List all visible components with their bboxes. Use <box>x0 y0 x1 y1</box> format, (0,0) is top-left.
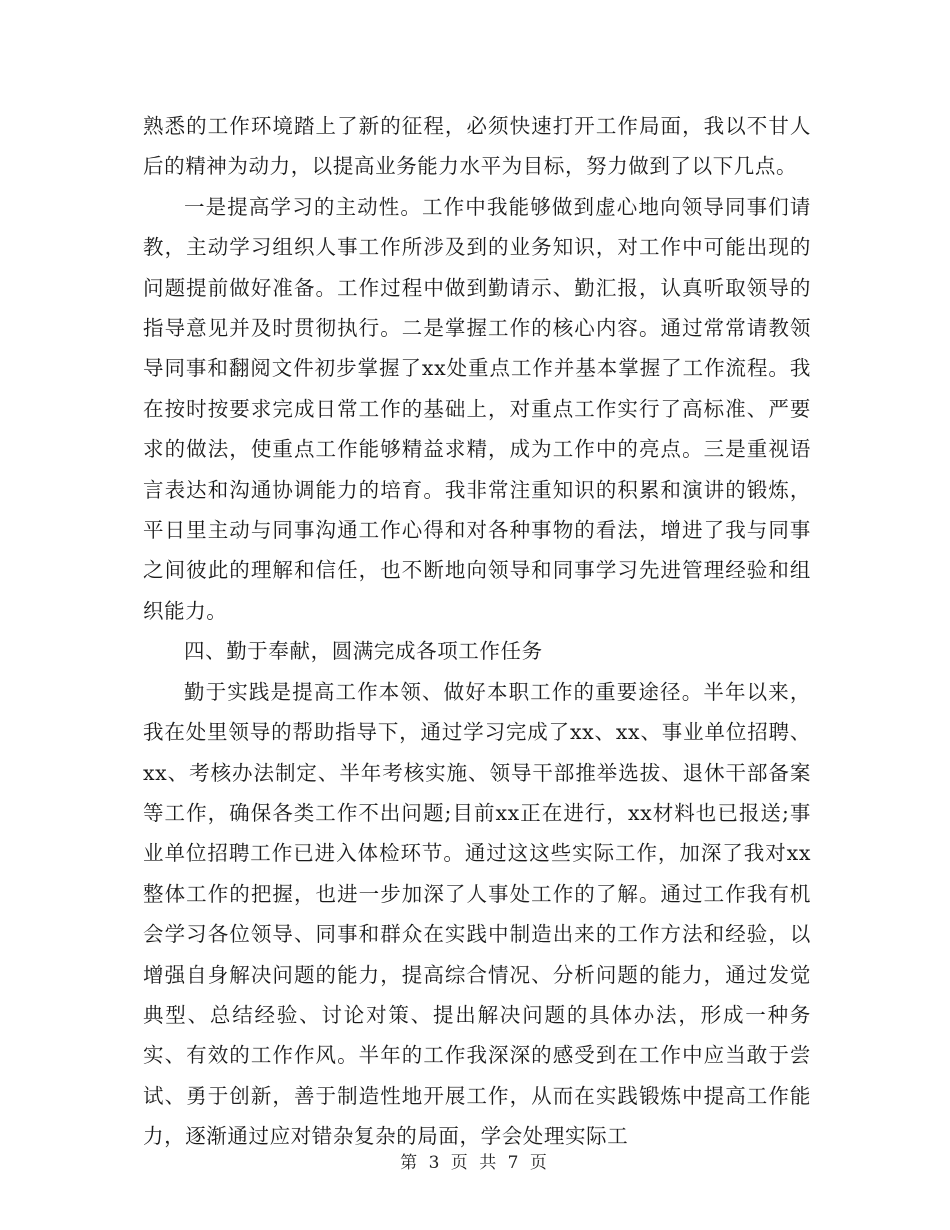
paragraph-practice: 勤于实践是提高工作本领、做好本职工作的重要途径。半年以来，我在处里领导的帮助指导下，通过学习完成了xx、xx、事业单位招聘、xx、考核办法制定、半年考核实施、领导干部推举选拔、退休干部备案等工作，确保各类工作不出问题;目前xx正在进行，xx材料也已报送;事业单位招聘工作已进入体检环节。通过这这些实际工作，加深了我对xx整体工作的把握，也进一步加深了人事处工作的了解。通过工作我有机会学习各位领导、同事和群众在实践中制造出来的工作方法和经验，以增强自身解决问题的能力，提高综合情况、分析问题的能力，通过发觉典型、总结经验、讨论对策、提出解决问题的具体办法，形成一种务实、有效的工作作风。半年的工作我深深的感受到在工作中应当敢于尝试、勇于创新，善于制造性地开展工作，从而在实践锻炼中提高工作能力，逐渐通过应对错杂复杂的局面，学会处理实际工 <box>143 679 811 1149</box>
paragraph-continuation: 熟悉的工作环境踏上了新的征程，必须快速打开工作局面，我以不甘人后的精神为动力，以提高业务能力水平为目标，努力做到了以下几点。 <box>143 114 811 179</box>
section-heading: 四、勤于奉献，圆满完成各项工作任务 <box>184 639 543 664</box>
document-body <box>143 106 811 1157</box>
paragraph-learning: 一是提高学习的主动性。工作中我能够做到虚心地向领导同事们请教，主动学习组织人事工作所涉及到的业务知识，对工作中可能出现的问题提前做好准备。工作过程中做到勤请示、勤汇报，认真听取领导的指导意见并及时贯彻执行。二是掌握工作的核心内容。通过常常请教领导同事和翻阅文件初步掌握了xx处重点工作并基本掌握了工作流程。我在按时按要求完成日常工作的基础上，对重点工作实行了高标准、严要求的做法，使重点工作能够精益求精，成为工作中的亮点。三是重视语言表达和沟通协调能力的培育。我非常注重知识的积累和演讲的锻炼，平日里主动与同事沟通工作心得和对各种事物的看法，增进了我与同事之间彼此的理解和信任，也不断地向领导和同事学习先进管理经验和组织能力。 <box>143 194 811 623</box>
page-number-footer: 第 3 页 共 7 页 <box>400 1153 550 1173</box>
